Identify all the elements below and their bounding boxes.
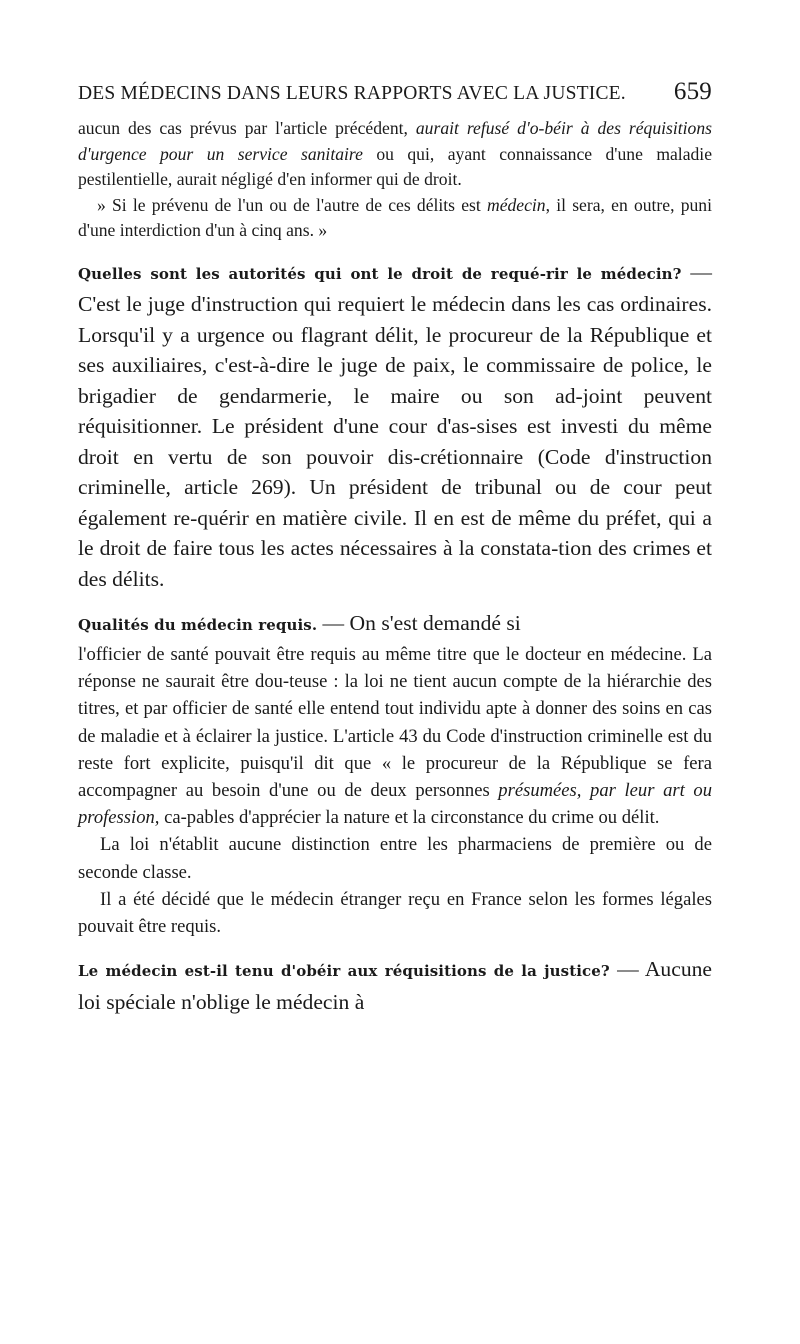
section-text: ca-pables d'apprécier la nature et la circonstance du crime ou délit. <box>159 807 660 829</box>
section-paragraph: Il a été décidé que le médecin étranger reçu en France selon les formes légales pouvait être requis. <box>78 888 712 937</box>
quote-italic-text: aurait refusé d'o-béir à des réquisitions d'urgence pour un service sanitaire <box>78 118 712 164</box>
section-italic-text: présumées, par leur art ou profession, <box>78 779 712 829</box>
quote-paragraph <box>78 116 712 193</box>
section-text: — Aucune loi spéciale n'oblige le médecin à <box>78 957 712 1014</box>
section-rubric: Qualités du médecin requis. <box>78 616 318 635</box>
quote-text: aucun des cas prévus par l'article précédent, <box>78 118 416 138</box>
section-paragraph <box>78 257 712 595</box>
section-authorities <box>78 257 712 595</box>
running-header <box>78 78 712 106</box>
section-text: — C'est le juge d'instruction qui requiert le médecin dans les cas ordinaires. Lorsqu'il y a urgence ou flagrant délit, le procureur de la République et ses auxiliaires, c'est-à-dire le juge de paix, le commissaire de police, le brigadier de gendarmerie, le maire ou son ad-joint peuvent réquisitionner. Le président d'une cour d'as-sises est investi du même droit en vertu de son pouvoir dis-crétionnaire (Code d'instruction criminelle, article 269). Un président de tribunal ou de cour peut également re-quérir en matière civile. Il en est de même du préfet, qui a le droit de faire tous les actes nécessaires à la constata-tion des crimes et des délits. <box>78 259 712 591</box>
section-rubric: Quelles sont les autorités qui ont le droit de requé-rir le médecin? <box>78 264 682 283</box>
section-lead <box>78 608 712 641</box>
section-text: l'officier de santé pouvait être requis au même titre que le docteur en médecine. La réponse ne saurait être dou-teuse : la loi ne tient aucun compte de la hiérarchie des titres, et par officier de santé elle entend tout individu apte à donner des soins en cas de maladie et à éclairer la justice. L'article 43 du Code d'instruction criminelle est du reste fort explicite, puisqu'il dit que « le procureur de la République se fera accompagner au besoin d'une ou de deux personnes <box>78 643 712 801</box>
running-title: DES MÉDECINS DANS LEURS RAPPORTS AVEC LA JUSTICE. <box>78 83 626 104</box>
section-body-small <box>78 641 712 940</box>
section-paragraph <box>78 641 712 831</box>
quote-text: » Si le prévenu de l'un ou de l'autre de ces délits est <box>97 194 487 215</box>
section-rubric: Le médecin est-il tenu d'obéir aux réquisitions de la justice? <box>78 962 610 981</box>
quote-text: ou qui, ayant connaissance d'une maladie pestilentielle, aurait négligé d'en informer qui de droit. <box>78 143 713 190</box>
quoted-law-text <box>78 116 712 244</box>
quote-italic-text: médecin <box>486 194 546 215</box>
section-qualities <box>78 608 712 940</box>
page-number: 659 <box>673 78 712 105</box>
quote-text: , il sera, en outre, puni d'une interdiction d'un à cinq ans. » <box>78 194 712 241</box>
quote-paragraph <box>78 193 712 244</box>
section-obligation <box>78 954 712 1017</box>
section-paragraph <box>78 954 712 1017</box>
section-paragraph: La loi n'établit aucune distinction entre les pharmaciens de première ou de seconde classe. <box>78 834 712 883</box>
section-text: — On s'est demandé si <box>317 611 521 636</box>
book-page <box>78 78 712 1017</box>
